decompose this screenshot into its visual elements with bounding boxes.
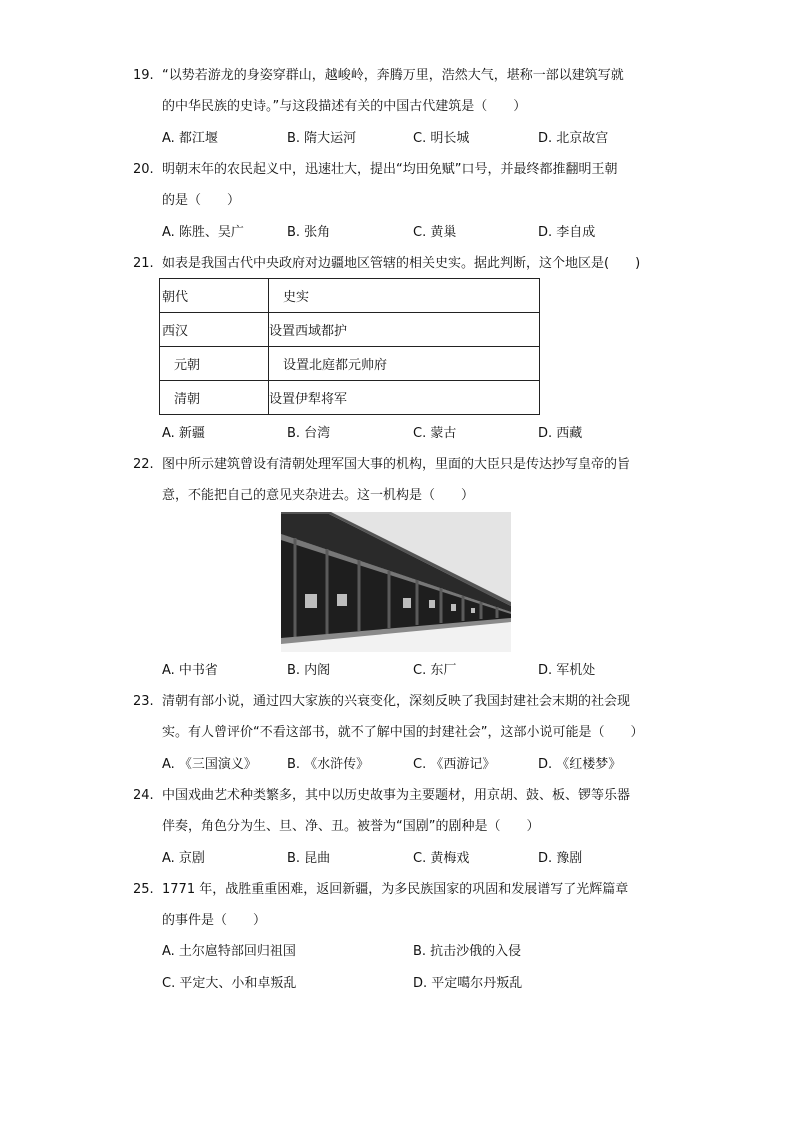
table-cell-fact: 设置西域都护	[269, 313, 540, 347]
question-21-option-a: A. 新疆	[162, 426, 205, 441]
question-20-option-c: C. 黄巢	[413, 225, 457, 240]
question-20-text-line-2: 的是（ ）	[162, 193, 241, 208]
question-23-option-b: B. 《水浒传》	[287, 757, 370, 772]
question-23-number: 23.	[133, 694, 154, 709]
question-23-text-line-2: 实。有人曾评价“不看这部书，就不了解中国的封建社会”，这部小说可能是（ ）	[162, 725, 644, 740]
question-21-number: 21.	[133, 256, 154, 271]
question-19-text-line-2: 的中华民族的史诗。”与这段描述有关的中国古代建筑是（ ）	[162, 99, 527, 114]
question-23-option-a: A. 《三国演义》	[162, 757, 257, 772]
question-23-option-d: D. 《红楼梦》	[538, 757, 622, 772]
question-25-option-a: A. 土尔扈特部回归祖国	[162, 944, 296, 959]
table-header-row	[160, 279, 540, 313]
question-22-option-c: C. 东厂	[413, 663, 457, 678]
table-cell-dynasty: 西汉	[160, 313, 269, 347]
question-22-option-b: B. 内阁	[287, 663, 331, 678]
table-row	[160, 313, 540, 347]
question-24-number: 24.	[133, 788, 154, 803]
question-25-option-d: D. 平定噶尔丹叛乱	[413, 976, 523, 991]
table-cell-fact: 设置伊犁将军	[269, 381, 540, 415]
table-header-dynasty: 朝代	[160, 279, 269, 313]
question-25-option-c: C. 平定大、小和卓叛乱	[162, 976, 297, 991]
table-row	[160, 381, 540, 415]
question-19-option-c: C. 明长城	[413, 131, 470, 146]
question-23-text-line-1: 清朝有部小说，通过四大家族的兴衰变化，深刻反映了我国封建社会末期的社会现	[162, 694, 631, 709]
question-24-option-d: D. 豫剧	[538, 851, 583, 866]
table-cell-dynasty: 清朝	[160, 381, 269, 415]
table-row	[160, 347, 540, 381]
question-22-option-a: A. 中书省	[162, 663, 218, 678]
question-25-option-b: B. 抗击沙俄的入侵	[413, 944, 522, 959]
question-21-option-d: D. 西藏	[538, 426, 583, 441]
question-24-option-a: A. 京剧	[162, 851, 205, 866]
question-20-option-b: B. 张角	[287, 225, 331, 240]
question-24-text-line-2: 伴奏，角色分为生、旦、净、丑。被誉为“国剧”的剧种是（ ）	[162, 819, 540, 834]
question-24-text-line-1: 中国戏曲艺术种类繁多，其中以历史故事为主要题材，用京胡、鼓、板、锣等乐器	[162, 788, 631, 803]
question-24-option-c: C. 黄梅戏	[413, 851, 470, 866]
table-cell-dynasty: 元朝	[160, 347, 269, 381]
question-19-option-a: A. 都江堰	[162, 131, 218, 146]
question-25-text-line-2: 的事件是（ ）	[162, 913, 267, 928]
question-20-text-line-1: 明朝末年的农民起义中，迅速壮大，提出“均田免赋”口号，并最终都推翻明王朝	[162, 162, 618, 177]
grand-council-building-photo	[281, 512, 511, 652]
question-21-option-c: C. 蒙古	[413, 426, 457, 441]
question-19-option-d: D. 北京故宫	[538, 131, 609, 146]
question-22-number: 22.	[133, 457, 154, 472]
question-19-number: 19.	[133, 68, 154, 83]
question-19-option-b: B. 隋大运河	[287, 131, 357, 146]
question-20-option-d: D. 李自成	[538, 225, 596, 240]
history-table	[159, 278, 540, 415]
question-21-text-line-1: 如表是我国古代中央政府对边疆地区管辖的相关史实。据此判断，这个地区是( )	[162, 256, 641, 271]
question-23-option-c: C. 《西游记》	[413, 757, 496, 772]
question-19-text-line-1: “以势若游龙的身姿穿群山，越峻岭，奔腾万里，浩然大气，堪称一部以建筑写就	[162, 68, 624, 83]
question-25-text-line-1: 1771 年，战胜重重困难，返回新疆，为多民族国家的巩固和发展谱写了光辉篇章	[162, 882, 629, 897]
question-25-number: 25.	[133, 882, 154, 897]
question-22-text-line-2: 意，不能把自己的意见夹杂进去。这一机构是（ ）	[162, 488, 475, 503]
question-22-option-d: D. 军机处	[538, 663, 596, 678]
question-20-number: 20.	[133, 162, 154, 177]
table-cell-fact: 设置北庭都元帅府	[269, 347, 540, 381]
question-21-option-b: B. 台湾	[287, 426, 331, 441]
question-22-text-line-1: 图中所示建筑曾设有清朝处理军国大事的机构，里面的大臣只是传达抄写皇帝的旨	[162, 457, 631, 472]
table-header-fact: 史实	[269, 279, 540, 313]
question-20-option-a: A. 陈胜、吴广	[162, 225, 244, 240]
question-24-option-b: B. 昆曲	[287, 851, 331, 866]
